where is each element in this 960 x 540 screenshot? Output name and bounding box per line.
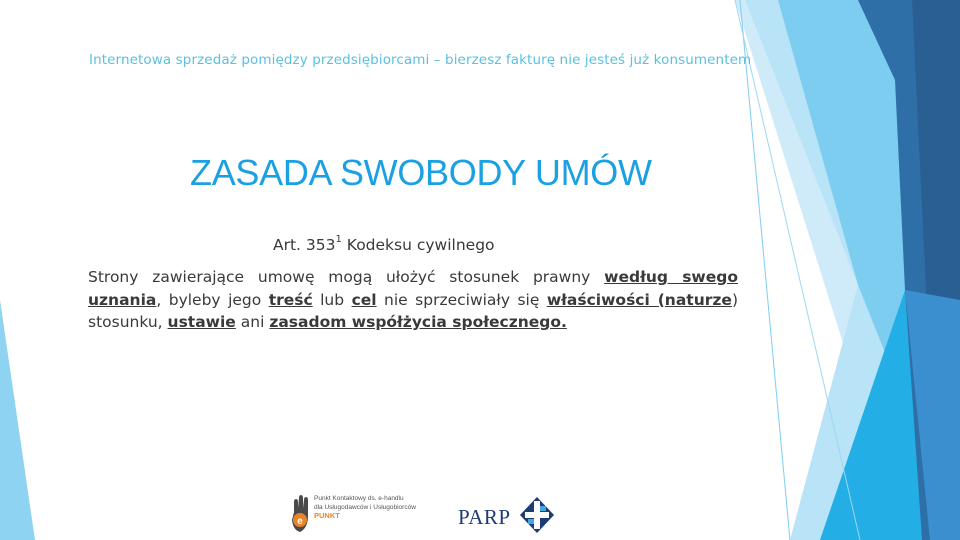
punkt-line-3: PUNKT xyxy=(314,511,340,520)
highlight-tresc: treść xyxy=(268,290,313,309)
punkt-line-2: dla Usługodawców i Usługobiorców xyxy=(314,503,416,511)
body-text-4: nie sprzeciwiały się xyxy=(376,290,547,309)
highlight-cel: cel xyxy=(351,290,377,309)
body-text-3: lub xyxy=(312,290,352,309)
highlight-wlasciwosci: właściwości (naturze xyxy=(546,290,732,309)
article-body xyxy=(88,266,738,334)
hand-e-logo-icon xyxy=(290,494,312,534)
highlight-uznanie: według swego uznania xyxy=(88,268,739,309)
slide-header: Internetowa sprzedaż pomiędzy przedsiębiorcami – bierzesz fakturę nie jesteś już konsumentem xyxy=(89,52,752,68)
punkt-line-1: Punkt Kontaktowy ds. e-handlu xyxy=(314,495,404,502)
body-text-6: ani xyxy=(235,313,270,331)
parp-cross-logo-icon xyxy=(520,497,554,533)
highlight-ustawie: ustawie xyxy=(167,313,236,331)
body-text-1: Strony zawierające umowę mogą ułożyć stosunek prawny xyxy=(88,268,605,286)
body-text-2: , byleby jego xyxy=(156,290,269,309)
left-edge-shape xyxy=(0,300,35,540)
article-reference xyxy=(273,236,495,254)
article-prefix: Art. 353 xyxy=(273,236,336,254)
punkt-logo-text xyxy=(314,495,416,521)
article-superscript: 1 xyxy=(335,234,342,245)
highlight-zasady: zasadom współżycia społecznego. xyxy=(269,313,567,331)
body-text-5: ) stosunku, xyxy=(88,290,738,331)
article-suffix: Kodeksu cywilnego xyxy=(341,236,495,254)
parp-logo-text: PARP xyxy=(458,505,511,529)
svg-text:e: e xyxy=(297,516,303,527)
parp-logo xyxy=(458,497,558,533)
punkt-logo xyxy=(290,494,430,534)
slide-title: ZASADA SWOBODY UMÓW xyxy=(190,152,652,193)
